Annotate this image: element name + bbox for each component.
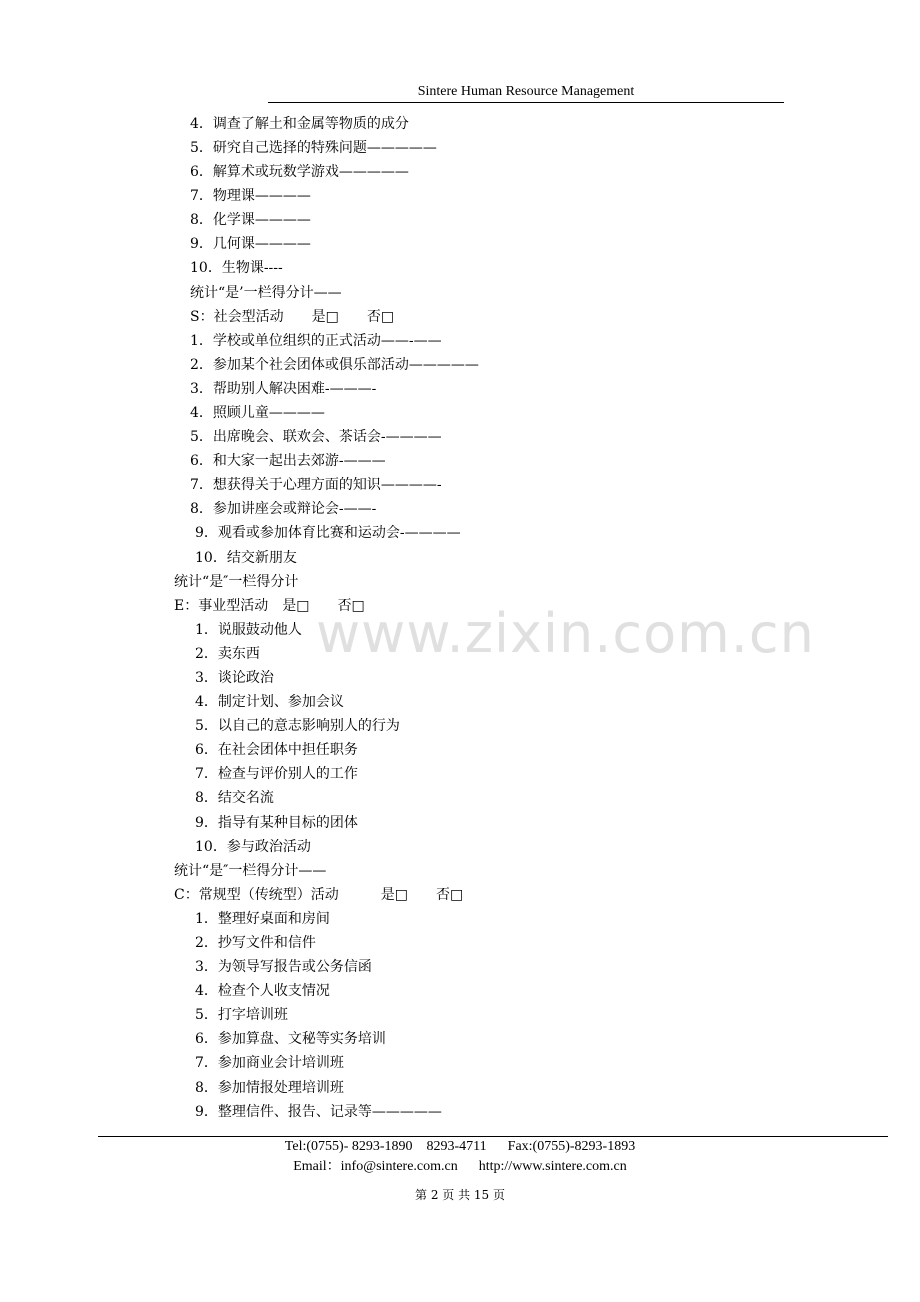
list-item: 2．参加某个社会团体或俱乐部活动————— (190, 357, 479, 373)
list-item: 5．出席晚会、联欢会、茶话会-———— (190, 429, 442, 445)
list-item: 6．和大家一起出去郊游-——— (190, 453, 386, 469)
list-item: 9．整理信件、报告、记录等————— (195, 1104, 442, 1120)
list-item: 7．参加商业会计培训班 (195, 1055, 344, 1071)
list-item: 10．结交新朋友 (195, 550, 297, 566)
list-item: 1．学校或单位组织的正式活动——-—— (190, 333, 442, 349)
list-item: 1．说服鼓动他人 (195, 622, 302, 638)
section-score-line: 统计“是’一栏得分计—— (190, 285, 342, 301)
list-item: 10．生物课---- (190, 260, 283, 276)
list-item: 4．照顾儿童———— (190, 405, 325, 421)
list-item: 7．检查与评价别人的工作 (195, 766, 358, 782)
list-item: 2．卖东西 (195, 646, 260, 662)
section-heading-conventional: C：常规型（传统型）活动 是□ 否□ (174, 887, 464, 903)
footer-email: Email：info@sintere.com.cn http://www.sintere.com.cn (293, 1159, 627, 1174)
list-item: 2．抄写文件和信件 (195, 935, 316, 951)
list-item: 9．指导有某种目标的团体 (195, 815, 358, 831)
section-heading-social: S：社会型活动 是□ 否□ (190, 309, 395, 325)
list-item: 9．几何课———— (190, 236, 311, 252)
list-item: 6．解算术或玩数学游戏————— (190, 164, 409, 180)
list-item: 8．参加讲座会或辩论会-——- (190, 501, 377, 517)
section-heading-enterprise: E：事业型活动 是□ 否□ (174, 598, 365, 614)
page-number: 第 2 页 共 15 页 (415, 1188, 505, 1202)
watermark: www.zixin.com.cn (316, 602, 815, 665)
list-item: 5．研究自己选择的特殊问题————— (190, 140, 437, 156)
list-item: 3．为领导写报告或公务信函 (195, 959, 372, 975)
list-item: 4．制定计划、参加会议 (195, 694, 344, 710)
footer-divider (98, 1136, 888, 1137)
list-item: 6．在社会团体中担任职务 (195, 742, 358, 758)
list-item: 10．参与政治活动 (195, 839, 311, 855)
list-item: 8．化学课———— (190, 212, 311, 228)
list-item: 8．参加情报处理培训班 (195, 1080, 344, 1096)
header-title: Sintere Human Resource Management (417, 84, 635, 99)
list-item: 8．结交名流 (195, 790, 274, 806)
list-item: 1．整理好桌面和房间 (195, 911, 330, 927)
list-item: 9．观看或参加体育比赛和运动会-———— (195, 525, 461, 541)
footer-contact: Tel:(0755)- 8293-1890 8293-4711 Fax:(0755)-8293-1893 (284, 1139, 636, 1154)
section-score-line: 统计“是″一栏得分计—— (174, 863, 327, 879)
list-item: 3．帮助别人解决困难-———- (190, 381, 377, 397)
header-divider (268, 102, 784, 103)
list-item: 5．以自己的意志影响别人的行为 (195, 718, 400, 734)
section-score-line: 统计“是″一栏得分计 (174, 574, 299, 590)
list-item: 4．检查个人收支情况 (195, 983, 330, 999)
list-item: 5．打字培训班 (195, 1007, 288, 1023)
list-item: 7．物理课———— (190, 188, 311, 204)
list-item: 6．参加算盘、文秘等实务培训 (195, 1031, 386, 1047)
list-item: 3．谈论政治 (195, 670, 274, 686)
list-item: 7．想获得关于心理方面的知识————- (190, 477, 442, 493)
list-item: 4．调查了解土和金属等物质的成分 (190, 116, 409, 132)
